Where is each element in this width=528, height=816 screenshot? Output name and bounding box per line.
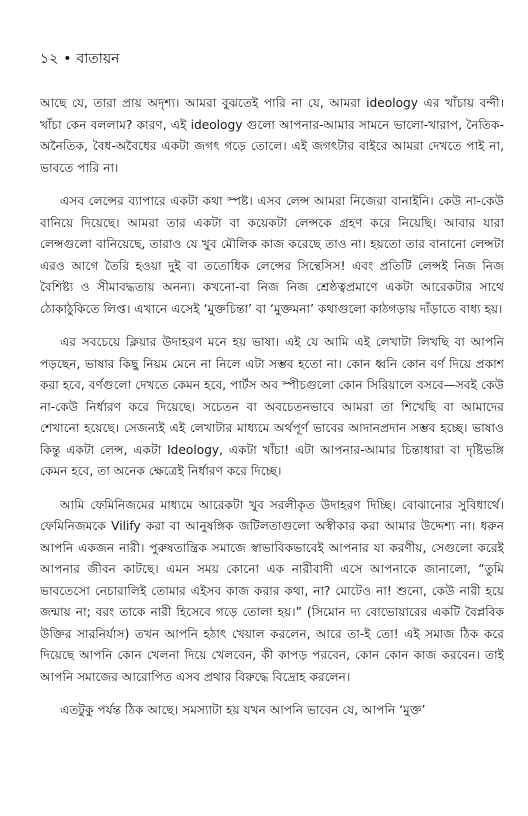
running-head bbox=[40, 50, 119, 68]
paragraph-4: আমি ফেমিনিজমের মাধ্যমে আরেকটা খুব সরলীকৃত উদাহরণ দিচ্ছি। বোঝানোর সুবিধার্থে। ফেমিনিজমকে Vilify করা বা আনুষঙ্গিক জটিলতাগুলো অস্বীকার করা আমার উদ্দেশ্য না। ধরুন আপনি একজন নারী। পুরুষতান্ত্রিক সমাজে স্বাভাবিকভাবেই আপনার যা করণীয়, সেগুলো করেই আপনার জীবন কাটছে। এমন সময় কোনো এক নারীবাদী এসে আপনাকে জানালো, “তুমি ভাবতেসো নেচারালিই তোমার এইসব কাজ করার কথা, না? মোটেও না! শুনো, কেউ নারী হয়ে জন্মায় না; বরং তাকে নারী হিসেবে গড়ে তোলা হয়।” (সিমোন দ্য বোভোয়ারের একটি বৈপ্লবিক উক্তির সারনির্যাস) তখন আপনি হঠাৎ খেয়াল করলেন, আরে তা-ই তো! এই সমাজ ঠিক করে দিয়েছে আপনি কোন খেলনা দিয়ে খেলবেন, কী কাপড় পরবেন, কোন কোন কাজ করবেন। তাই আপনি সমাজের আরোপিত এসব প্রথার বিরুদ্ধে বিদ্রোহ করলেন। bbox=[40, 497, 504, 684]
header-separator: • bbox=[63, 51, 72, 67]
paragraph-1: আছে যে, তারা প্রায় অদৃশ্য। আমরা বুঝতেই পারি না যে, আমরা ideology এর খাঁচায় বন্দী। খাঁচা কেন বললাম? কারণ, এই ideology গুলো আপনার-আমার সামনে ভালো-খারাপ, নৈতিক-অনৈতিক, বৈধ-অবৈধের একটা জগৎ গড়ে তোলে। এই জগৎটার বাইরে আমরা দেখতে পাই না, ভাবতে পারি না। bbox=[40, 96, 504, 175]
page-number: ১২ bbox=[40, 51, 59, 67]
book-title: বাতায়ন bbox=[76, 51, 120, 67]
paragraph-2: এসব লেন্সের ব্যাপারে একটা কথা স্পষ্ট। এসব লেন্স আমরা নিজেরা বানাইনি। কেউ না-কেউ বানিয়ে দিয়েছে। আমরা তার একটা বা কয়েকটা লেন্সকে গ্রহণ করে নিয়েছি। আবার যারা লেন্সগুলো বানিয়েছে, তারাও যে খুব মৌলিক কাজ করেছে তাও না। হয়তো তার বানানো লেন্সটা এরও আগে তৈরি হওয়া দুই বা ততোধিক লেন্সের সিন্থেসিস! এবং প্রতিটি লেন্সই নিজ নিজ বৈশিষ্ট্য ও সীমাবদ্ধতায় অনন্য। কখনো-বা নিজ নিজ শ্রেষ্ঠত্বপ্রমাণে একটা আরেকটার সাথে ঠোকাঠুকিতে লিপ্ত। এখানে এসেই ‘মুক্তচিন্তা’ বা ‘মুক্তমনা’ কথাগুলো কাঠগড়ায় দাঁড়াতে বাধ্য হয়। bbox=[40, 194, 504, 316]
paragraph-3: এর সবচেয়ে ক্লিয়ার উদাহরণ মনে হয় ভাষা। এই যে আমি এই লেখাটা লিখছি বা আপনি পড়ছেন, ভাষার কিছু নিয়ম মেনে না নিলে এটা সম্ভব হতো না। কোন ধ্বনি কোন বর্ণ দিয়ে প্রকাশ করা হবে, বর্ণগুলো দেখতে কেমন হবে, পার্টস অব স্পীচগুলো কোন সিরিয়ালে বসবে—সবই কেউ না-কেউ নির্ধারণ করে দিয়েছে। সচেতন বা অবচেতনভাবে আমরা তা শিখেছি বা আমাদের শেখানো হয়েছে। সেজন্যই এই লেখাটার মাধ্যমে অর্থপূর্ণ ভাবের আদানপ্রদান সম্ভব হচ্ছে। ভাষাও কিন্তু একটা লেন্স, একটা Ideology, একটা খাঁচা! এটা আপনার-আমার চিন্তাধারা বা দৃষ্টিভঙ্গি কেমন হবে, তা অনেক ক্ষেত্রেই নির্ধারণ করে দিচ্ছে। bbox=[40, 335, 504, 478]
body-text bbox=[40, 93, 504, 734]
paragraph-5: এতটুকু পর্যন্ত ঠিক আছে। সমস্যাটা হয় যখন আপনি ভাবেন যে, আপনি ‘মুক্ত’ bbox=[60, 703, 426, 717]
